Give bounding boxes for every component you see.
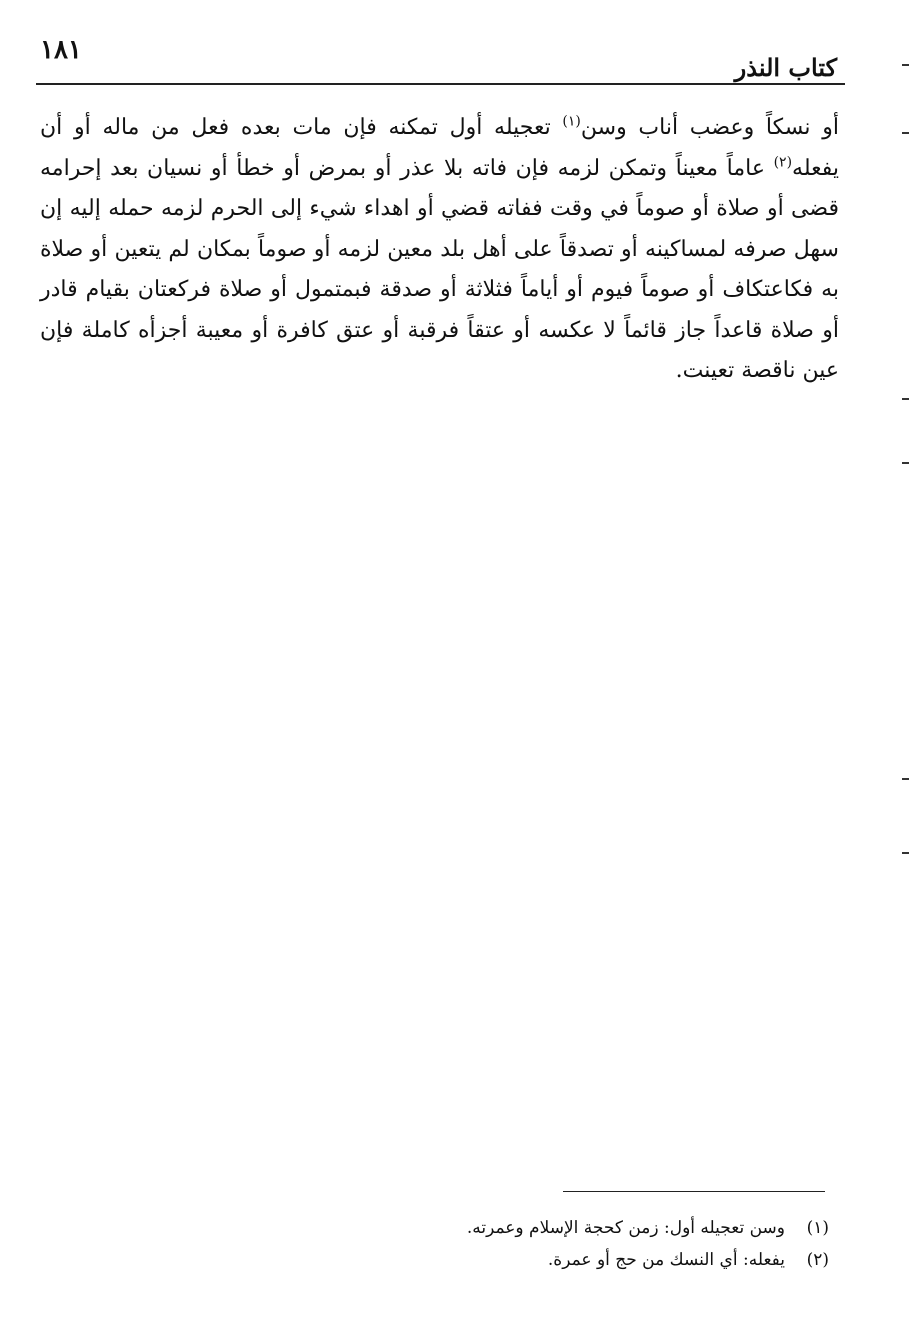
footnote-rule [563, 1191, 825, 1192]
main-text [40, 108, 839, 392]
margin-mark [902, 132, 909, 134]
footnote-text: يفعله: أي النسك من حج أو عمرة. [547, 1250, 785, 1270]
paragraph [40, 108, 839, 392]
footnote-text: وسن تعجيله أول: زمن كحجة الإسلام وعمرته. [466, 1218, 785, 1238]
margin-mark [902, 852, 909, 854]
running-title: كتاب النذر [734, 53, 837, 82]
footnotes [120, 1212, 829, 1276]
footnote-number: (١) [806, 1218, 829, 1238]
text-segment: تعجيله أول تمكنه فإن مات بعده فعل من ماله أو أن يفعله [40, 115, 839, 181]
footnote-1 [120, 1212, 829, 1244]
header-rule [36, 83, 845, 85]
text-segment: أو نسكاً وعضب أناب وسن [580, 115, 839, 140]
footnote-2 [120, 1244, 829, 1276]
footnote-number: (٢) [806, 1250, 829, 1270]
margin-mark [902, 462, 909, 464]
text-segment: عاماً معيناً وتمكن لزمه فإن فاته بلا عذر أو بمرض أو خطأ أو نسيان بعد إحرامه قضى أو صلاة أو صوماً في وقت ففاته قضي أو اهداء شيء إلى الحرم لزمه حمله إليه إن سهل صرفه لمساكينه أو تصدقاً على أهل بلد معين لزمه أو صوماً بمكان لم يتعين أو صلاة به فكاعتكاف أو صوماً فيوم أو أياماً فثلاثة أو صدقة فبمتمول أو صلاة فركعتان بقيام قادر أو صلاة قاعداً جاز قائماً لا عكسه أو عتقاً فرقبة أو عتق كافرة أو معيبة أجزأه كاملة فإن عين ناقصة تعينت. [40, 155, 839, 383]
footnote-ref-2[interactable]: (٢) [773, 154, 793, 171]
footnote-ref-1[interactable]: (١) [562, 113, 581, 130]
margin-mark [902, 398, 909, 400]
margin-mark [902, 778, 909, 780]
margin-mark [902, 64, 909, 66]
page-number: ١٨١ [40, 35, 82, 65]
